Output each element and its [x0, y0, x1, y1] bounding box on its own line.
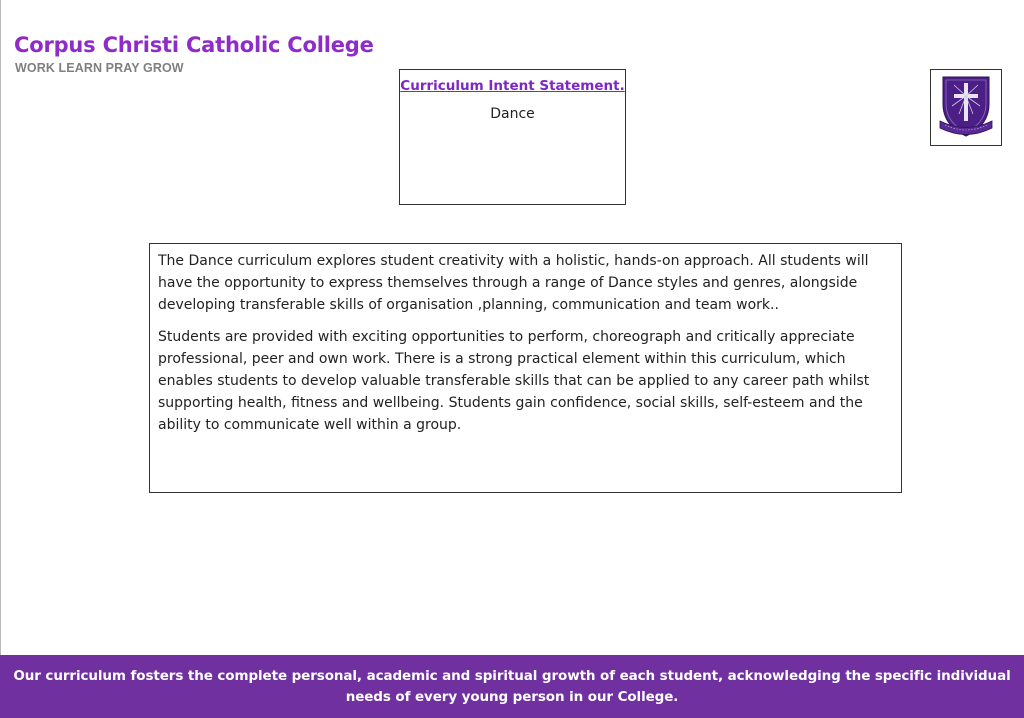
- curriculum-intent-heading: Curriculum Intent Statement.: [400, 78, 625, 94]
- school-motto: WORK LEARN PRAY GROW: [15, 61, 184, 75]
- crest-frame: [930, 69, 1002, 146]
- footer-statement: Our curriculum fosters the complete personal, academic and spiritual growth of each student, acknowledging the specific individual needs of every young person in our College.: [13, 667, 1011, 705]
- title-box: [399, 69, 626, 205]
- body-paragraph-1: The Dance curriculum explores student creativity with a holistic, hands-on approach. All students will have the opportunity to express themselves through a range of Dance styles and genres, alongside developing transferable skills of organisation ,planning, communication and team work..: [158, 253, 869, 313]
- school-name: Corpus Christi Catholic College: [14, 33, 374, 57]
- subject-name: Dance: [490, 106, 535, 122]
- intent-statement-body: [149, 243, 902, 493]
- body-paragraph-2: Students are provided with exciting opportunities to perform, choreograph and critically appreciate professional, peer and own work. There is a strong practical element within this curriculum, which enables students to develop valuable transferable skills that can be applied to any career path whilst supporting health, fitness and wellbeing. Students gain confidence, social skills, self-esteem and the ability to communicate well within a group.: [158, 329, 870, 433]
- page-left-edge: [0, 0, 1, 655]
- footer-bar: [0, 655, 1024, 718]
- school-crest-icon: [937, 74, 995, 140]
